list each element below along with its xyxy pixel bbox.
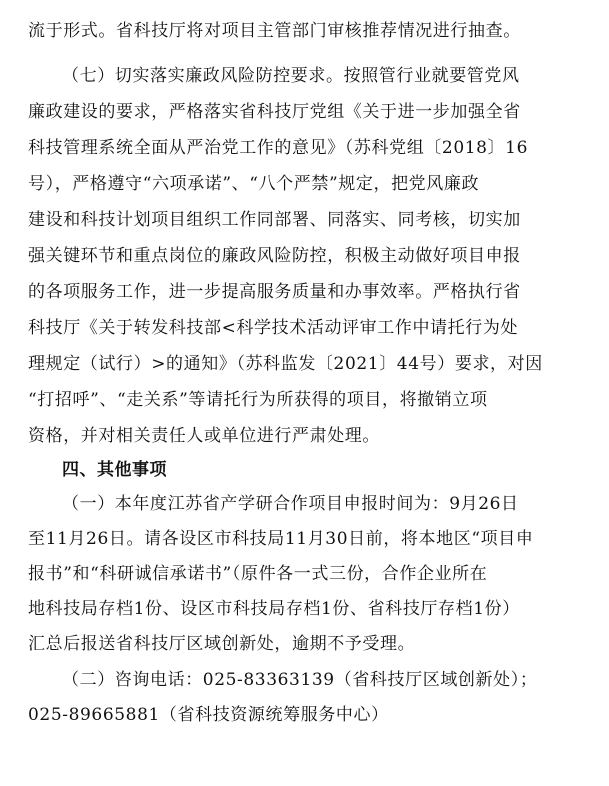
paragraph-7-line-1: （七）切实落实廉政风险防控要求。按照管行业就要管党风 — [62, 66, 520, 86]
paragraph-7-line-5: 建设和科技计划项目组织工作同部署、同落实、同考核，切实加 — [28, 210, 521, 230]
item-1-line-1: （一）本年度江苏省产学研合作项目申报时间为：9月26日 — [62, 494, 519, 514]
item-1-line-2: 至11月26日。请各设区市科技局11月30日前，将本地区“项目申 — [28, 529, 534, 549]
paragraph-7-line-7: 的各项服务工作，进一步提高服务质量和办事效率。严格执行省 — [28, 282, 521, 302]
paragraph-7-line-8: 科技厅《关于转发科技部<科学技术活动评审工作中请托行为处 — [28, 318, 519, 338]
paragraph-7-line-6: 强关键环节和重点岗位的廉政风险防控，积极主动做好项目申报 — [28, 246, 521, 266]
section-4-heading: 四、其他事项 — [62, 460, 167, 480]
paragraph-7-line-4: 号），严格遵守“六项承诺”、“八个严禁”规定，把党风廉政 — [28, 174, 480, 194]
item-1-line-5: 汇总后报送省科技厅区域创新处，逾期不予受理。 — [28, 634, 416, 654]
item-2-line-1: （二）咨询电话：025-83363139（省科技厅区域创新处）； — [62, 670, 538, 690]
paragraph-tail-line-1: 流于形式。省科技厅将对项目主管部门审核推荐情况进行抽查。 — [28, 21, 521, 41]
paragraph-7-line-10: “打招呼”、“走关系”等请托行为所获得的项目，将撤销立项 — [28, 390, 488, 410]
item-1-line-3: 报书”和“科研诚信承诺书”（原件各一式三份，合作企业所在 — [28, 564, 488, 584]
paragraph-7-line-9: 理规定（试行）>的通知》（苏科监发〔2021〕44号）要求，对因 — [28, 354, 543, 374]
item-1-line-4: 地科技局存档1份、设区市科技局存档1份、省科技厅存档1份） — [28, 599, 520, 619]
item-2-line-2: 025-89665881（省科技资源统筹服务中心） — [28, 705, 389, 725]
paragraph-7-line-3: 科技管理系统全面从严治党工作的意见》（苏科党组〔2018〕16 — [28, 138, 528, 158]
paragraph-7-line-11: 资格，并对相关责任人或单位进行严肃处理。 — [28, 426, 380, 446]
paragraph-7-line-2: 廉政建设的要求，严格落实省科技厅党组《关于进一步加强全省 — [28, 102, 521, 122]
